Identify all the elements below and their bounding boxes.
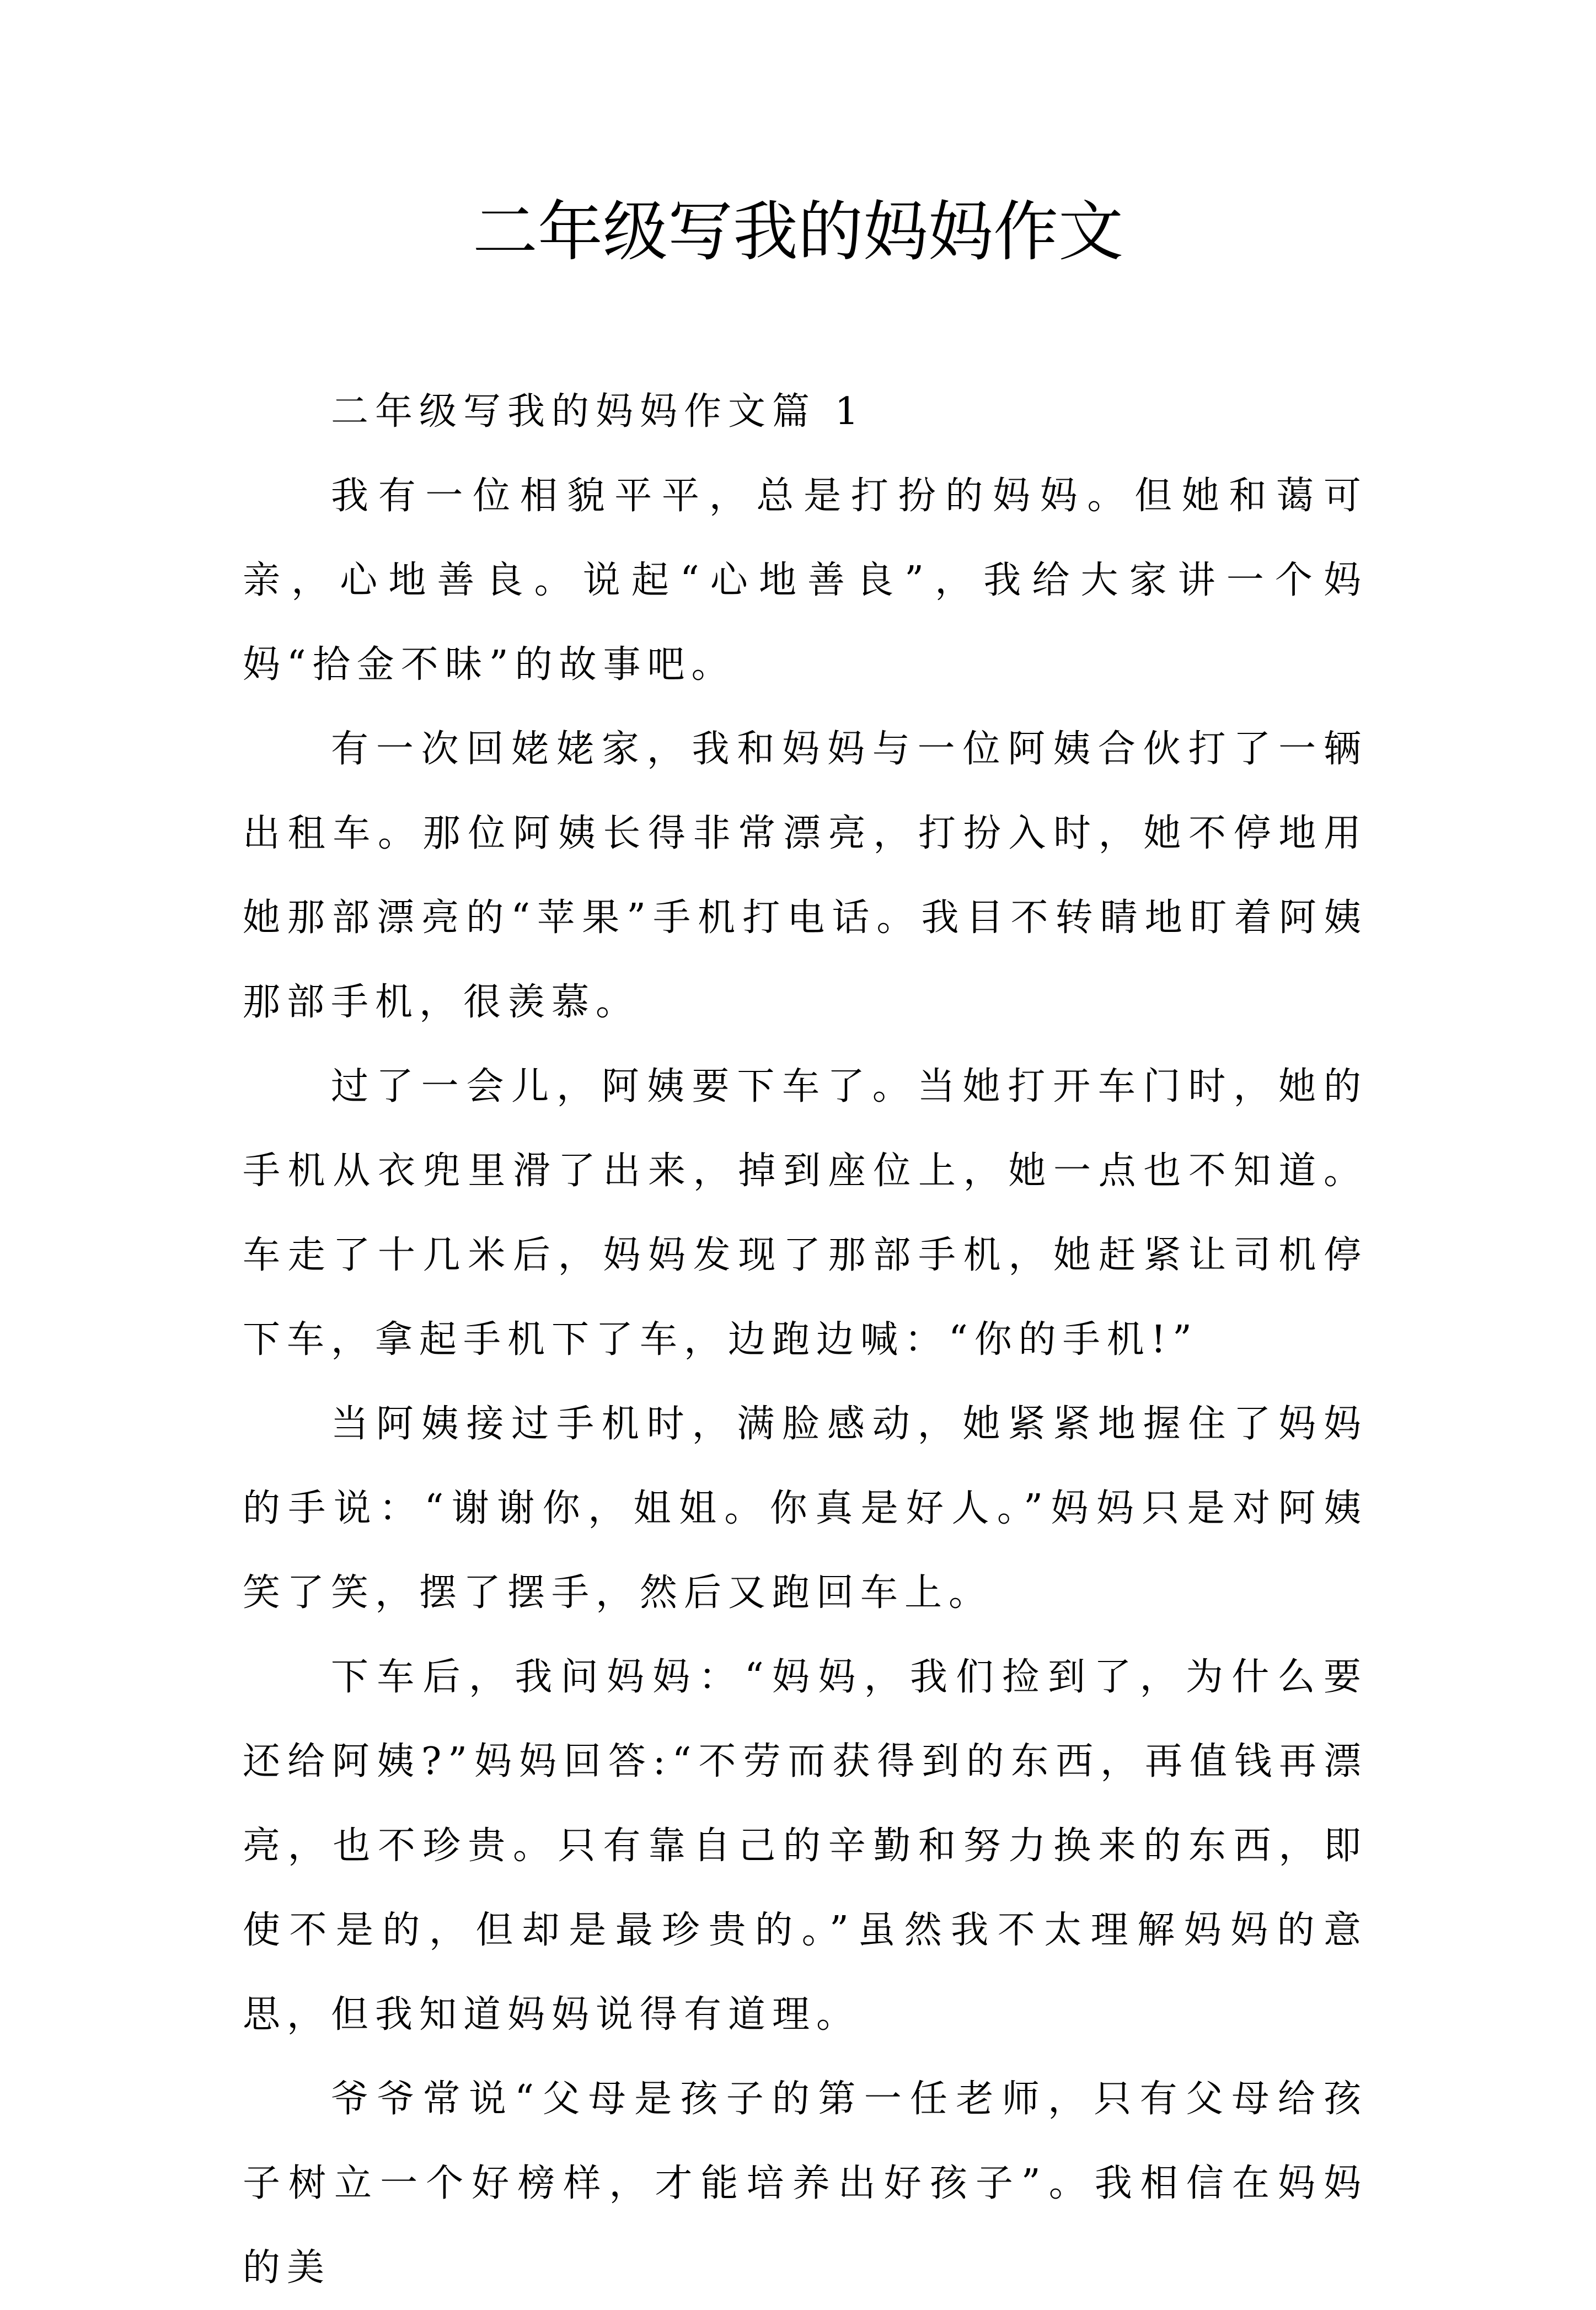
paragraph: 爷爷常说“父母是孩子的第一任老师，只有父母给孩子树立一个好榜样，才能培养出好孩子”。我相信在妈妈的美 <box>243 2077 1368 2290</box>
document-body <box>243 369 1368 2310</box>
paragraph: 下车后，我问妈妈：“妈妈，我们捡到了，为什么要还给阿姨?”妈妈回答:“不劳而获得到的东西，再值钱再漂亮，也不珍贵。只有靠自己的辛勤和努力换来的东西，即使不是的，但却是最珍贵的。”虽然我不太理解妈妈的意思，但我知道妈妈说得有道理。 <box>243 1655 1368 2036</box>
section-heading: 二年级写我的妈妈作文篇 1 <box>331 390 865 433</box>
document-title: 二年级写我的妈妈作文 <box>472 194 1123 270</box>
paragraph: 我有一位相貌平平，总是打扮的妈妈。但她和蔼可亲，心地善良。说起“心地善良”，我给大家讲一个妈妈“拾金不昧”的故事吧。 <box>243 474 1368 687</box>
paragraph: 过了一会儿，阿姨要下车了。当她打开车门时，她的手机从衣兜里滑了出来，掉到座位上，她一点也不知道。车走了十几米后，妈妈发现了那部手机，她赶紧让司机停下车，拿起手机下了车，边跑边喊：“你的手机!” <box>243 1065 1368 1362</box>
paragraph: 有一次回姥姥家，我和妈妈与一位阿姨合伙打了一辆出租车。那位阿姨长得非常漂亮，打扮入时，她不停地用她那部漂亮的“苹果”手机打电话。我目不转睛地盯着阿姨那部手机，很羡慕。 <box>243 727 1368 1024</box>
paragraph: 当阿姨接过手机时，满脸感动，她紧紧地握住了妈妈的手说：“谢谢你，姐姐。你真是好人。”妈妈只是对阿姨笑了笑，摆了摆手，然后又跑回车上。 <box>243 1402 1368 1615</box>
